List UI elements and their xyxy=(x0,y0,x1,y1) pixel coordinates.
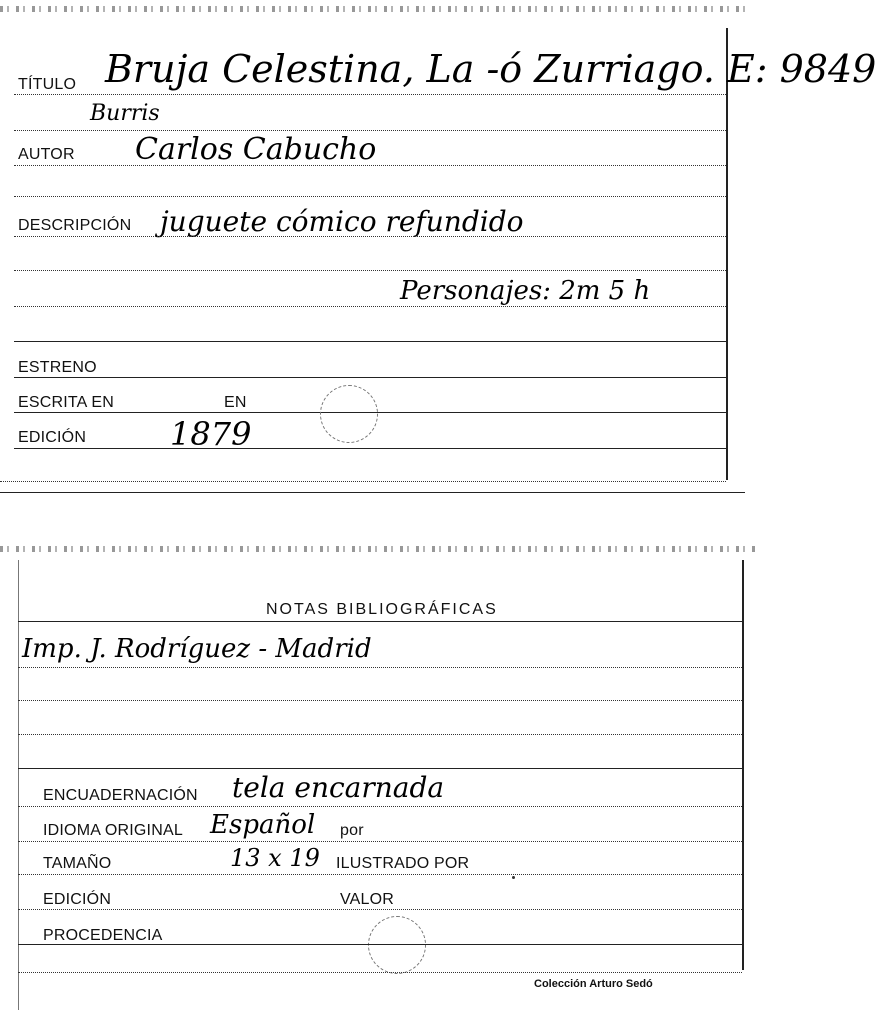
punch-hole xyxy=(320,385,378,443)
card-right-border xyxy=(742,560,744,970)
por-label: por xyxy=(340,822,364,839)
descripcion-value: juguete cómico refundido xyxy=(160,205,524,238)
rule-n1 xyxy=(18,667,742,668)
titulo-label: TÍTULO xyxy=(18,76,77,93)
escrita-en-label: ESCRITA EN xyxy=(18,394,114,411)
en-label: EN xyxy=(224,394,247,411)
notas-card xyxy=(0,540,759,1028)
ilustrado-label: ILUSTRADO POR xyxy=(336,855,470,872)
card-bottom-edge xyxy=(0,492,745,493)
card-edge-noise xyxy=(0,6,745,12)
punch-hole xyxy=(368,916,426,974)
descripcion-rule xyxy=(14,236,726,237)
valor-label: VALOR xyxy=(340,891,395,908)
edicion-label: EDICIÓN xyxy=(43,891,112,908)
edicion-rule xyxy=(18,909,742,910)
encuadernacion-value: tela encarnada xyxy=(232,771,445,804)
idioma-label: IDIOMA ORIGINAL xyxy=(43,822,183,839)
ficha-card xyxy=(0,0,876,495)
rule-1 xyxy=(14,130,726,131)
notas-heading: NOTAS BIBLIOGRÁFICAS xyxy=(266,601,498,618)
rule-n2 xyxy=(18,700,742,701)
rule-n-final xyxy=(18,972,742,973)
edicion-rule xyxy=(14,448,726,449)
procedencia-label: PROCEDENCIA xyxy=(43,927,163,944)
titulo-value-line2: Burris xyxy=(90,101,160,126)
rule-bottom-dotted xyxy=(0,481,726,482)
edicion-value: 1879 xyxy=(170,415,252,453)
heading-rule xyxy=(18,621,742,622)
tamano-rule xyxy=(18,874,742,875)
card-left-border xyxy=(18,560,19,1010)
tamano-label: TAMAÑO xyxy=(43,855,112,872)
tamano-value: 13 x 19 xyxy=(230,844,320,872)
idioma-value: Español xyxy=(210,810,316,840)
autor-value: Carlos Cabucho xyxy=(135,132,377,167)
rule-n3 xyxy=(18,734,742,735)
descripcion-label: DESCRIPCIÓN xyxy=(18,217,132,234)
card-right-border xyxy=(726,28,728,480)
personajes-value: Personajes: 2m 5 h xyxy=(400,276,651,306)
idioma-rule xyxy=(18,841,742,842)
edicion-label: EDICIÓN xyxy=(18,429,87,446)
titulo-value: Bruja Celestina, La -ó Zurriago. E: 9849 xyxy=(105,47,876,91)
rule-4 xyxy=(14,306,726,307)
imprenta-value: Imp. J. Rodríguez - Madrid xyxy=(22,634,372,664)
ink-speck xyxy=(512,876,515,879)
card-edge-noise xyxy=(0,546,759,552)
titulo-rule xyxy=(14,94,726,95)
rule-2 xyxy=(14,196,726,197)
estreno-rule xyxy=(14,377,726,378)
encuadernacion-label: ENCUADERNACIÓN xyxy=(43,787,198,804)
rule-3 xyxy=(14,270,726,271)
autor-label: AUTOR xyxy=(18,146,75,163)
collection-credit: Colección Arturo Sedó xyxy=(534,978,653,990)
procedencia-rule xyxy=(18,944,742,945)
encuadernacion-rule xyxy=(18,806,742,807)
autor-rule xyxy=(14,165,726,166)
estreno-label: ESTRENO xyxy=(18,359,97,376)
rule-5 xyxy=(14,341,726,342)
rule-n4 xyxy=(18,768,742,769)
